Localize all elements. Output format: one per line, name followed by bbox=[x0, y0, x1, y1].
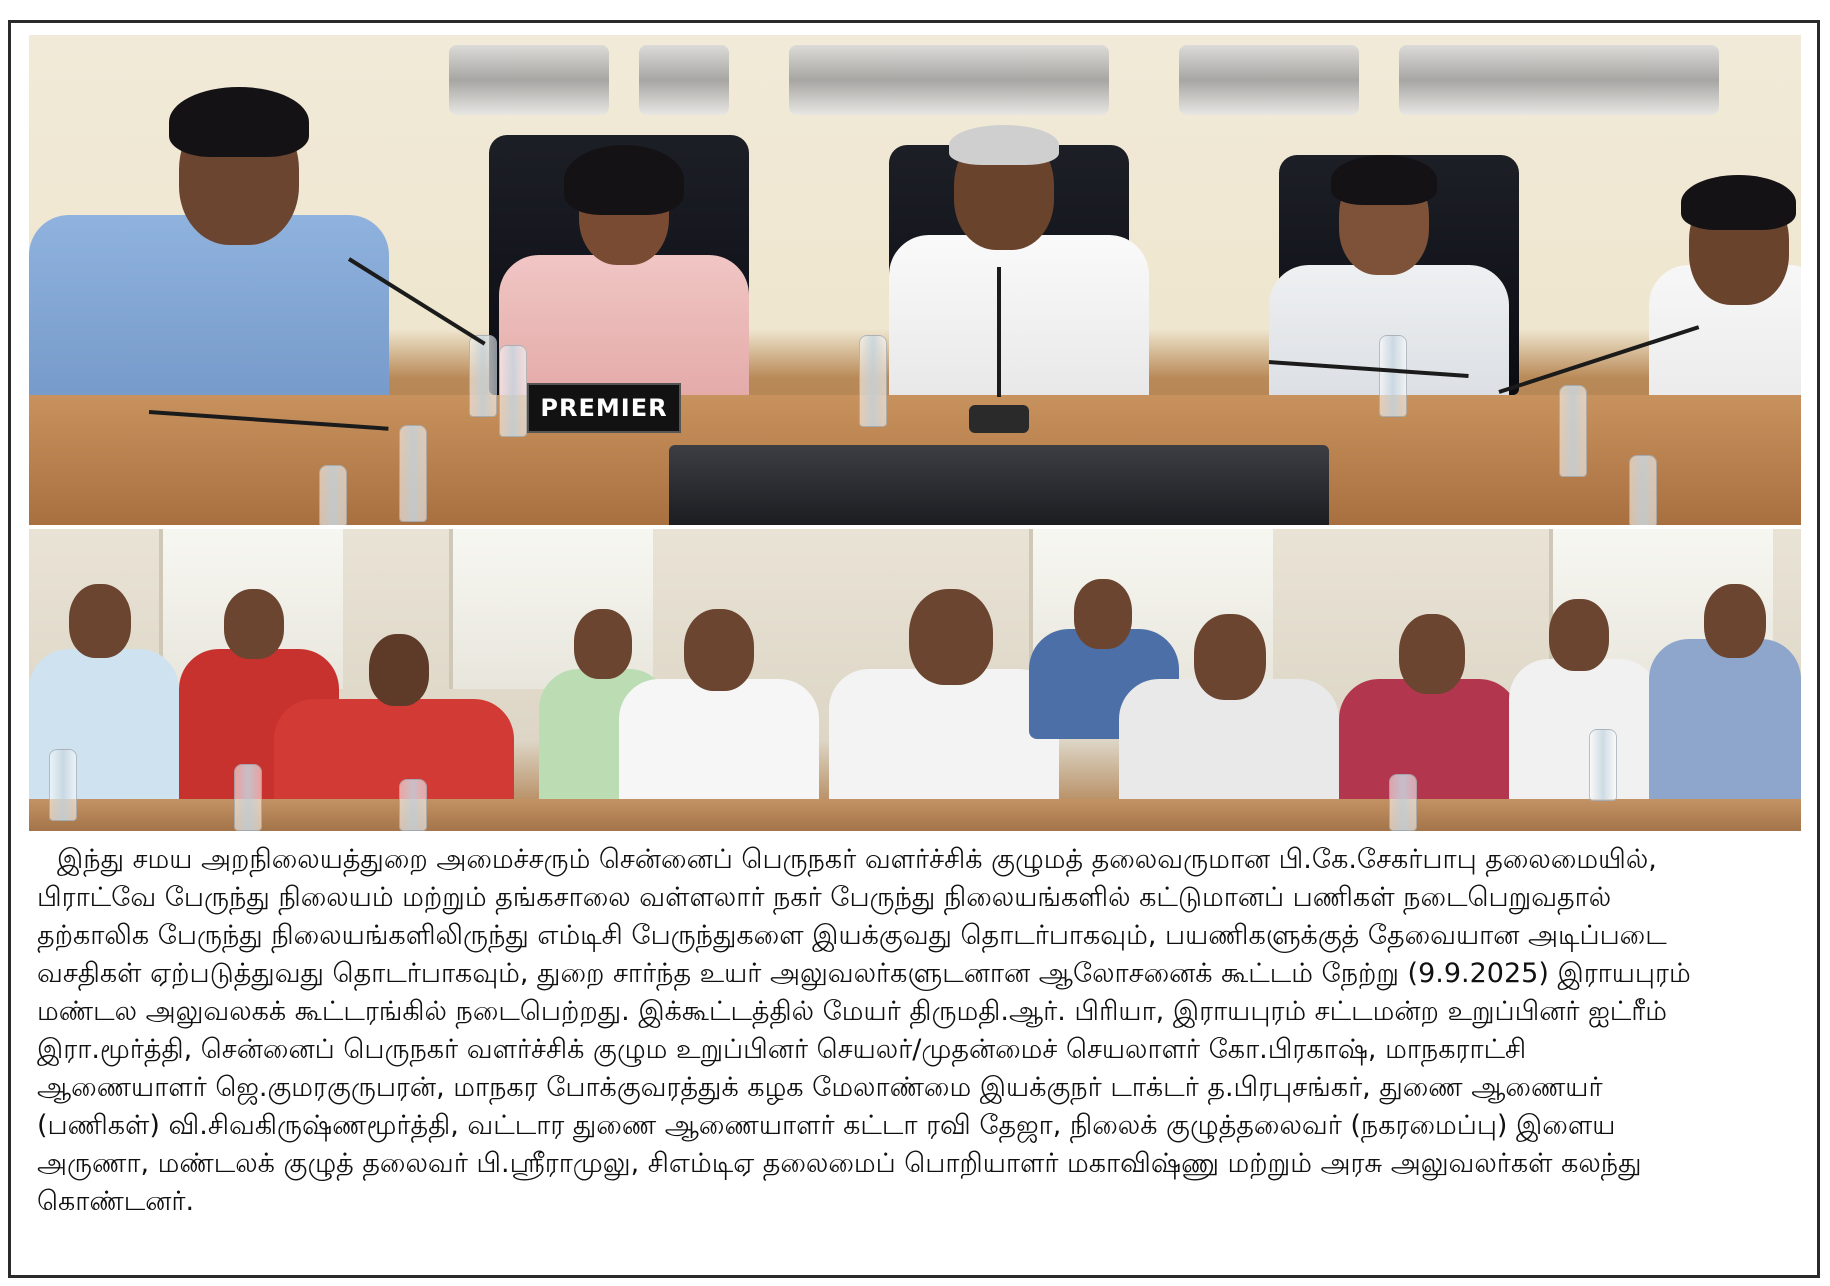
water-bottle bbox=[499, 345, 527, 437]
microphone bbox=[997, 267, 1001, 397]
meeting-photo-top bbox=[29, 35, 1801, 525]
caption-line: தற்காலிக பேருந்து நிலையங்களிலிருந்து எம்டிசி பேருந்துகளை இயக்குவது தொடர்பாகவும், பயணிகளுக்குத் தேவையான அடிப்படை bbox=[37, 920, 1667, 951]
wall-signage-shape bbox=[449, 45, 609, 115]
caption-line: மண்டல அலுவலகக் கூட்டரங்கில் நடைபெற்றது. இக்கூட்டத்தில் மேயர் திருமதி.ஆர். பிரியா, இராயபுரம் சட்டமன்ற உறுப்பினர் ஐட்ரீம் bbox=[37, 996, 1667, 1027]
water-bottle bbox=[1389, 774, 1417, 831]
caption-line: பிராட்வே பேருந்து நிலையம் மற்றும் தங்கசாலை வள்ளலார் நகர் பேருந்து நிலையங்களில் கட்டுமானப் பணிகள் நடைபெறுவதால் bbox=[37, 882, 1612, 913]
caption-line: இரா.மூர்த்தி, சென்னைப் பெருநகர் வளர்ச்சிக் குழும உறுப்பினர் செயலர்/முதன்மைச் செயலாளர் கோ.பிரகாஷ், மாநகராட்சி bbox=[37, 1034, 1527, 1065]
water-bottle bbox=[1559, 385, 1587, 477]
meeting-photo-bottom bbox=[29, 529, 1801, 831]
monitor-back bbox=[669, 445, 1329, 525]
news-clipping bbox=[8, 20, 1820, 1278]
wall-signage-shape bbox=[1399, 45, 1719, 115]
caption-line: கொண்டனர். bbox=[37, 1186, 195, 1217]
caption-line: இந்து சமய அறநிலையத்துறை அமைச்சரும் சென்னைப் பெருநகர் வளர்ச்சிக் குழுமத் தலைவருமான பி.கே.சேகர்பாபு தலைமையில், bbox=[57, 844, 1657, 875]
water-bottle bbox=[234, 764, 262, 831]
water-bottle bbox=[469, 335, 497, 417]
news-caption bbox=[37, 841, 1797, 1221]
caption-line: அருணா, மண்டலக் குழுத் தலைவர் பி.ஸ்ரீராமுலு, சிஎம்டிஏ தலைமைப் பொறியாளர் மகாவிஷ்ணு மற்றும் அரசு அலுவலர்கள் கலந்து bbox=[37, 1148, 1642, 1179]
premier-nameplate: PREMIER bbox=[527, 383, 681, 433]
water-bottle bbox=[399, 425, 427, 522]
caption-line: ஆணையாளர் ஜெ.குமரகுருபரன், மாநகர போக்குவரத்துக் கழக மேலாண்மை இயக்குநர் டாக்டர் த.பிரபுசங்கர், துணை ஆணையர் bbox=[37, 1072, 1603, 1103]
wall-signage-shape bbox=[1179, 45, 1359, 115]
water-bottle bbox=[319, 465, 347, 525]
conference-table bbox=[29, 799, 1801, 831]
caption-line: (பணிகள்) வி.சிவகிருஷ்ணமூர்த்தி, வட்டார துணை ஆணையாளர் கட்டா ரவி தேஜா, நிலைக் குழுத்தலைவர் (நகரமைப்பு) இளைய bbox=[37, 1110, 1616, 1141]
water-bottle bbox=[1589, 729, 1617, 801]
wall-signage-shape bbox=[789, 45, 1109, 115]
water-bottle bbox=[859, 335, 887, 427]
water-bottle bbox=[1629, 455, 1657, 525]
wall-signage-shape bbox=[639, 45, 729, 115]
water-bottle bbox=[49, 749, 77, 821]
caption-line: வசதிகள் ஏற்படுத்துவது தொடர்பாகவும், துறை சார்ந்த உயர் அலுவலர்களுடனான ஆலோசனைக் கூட்டம் நேற்று (9.9.2025) இராயபுரம் bbox=[37, 958, 1691, 989]
water-bottle bbox=[1379, 335, 1407, 417]
water-bottle bbox=[399, 779, 427, 831]
microphone-base bbox=[969, 405, 1029, 433]
